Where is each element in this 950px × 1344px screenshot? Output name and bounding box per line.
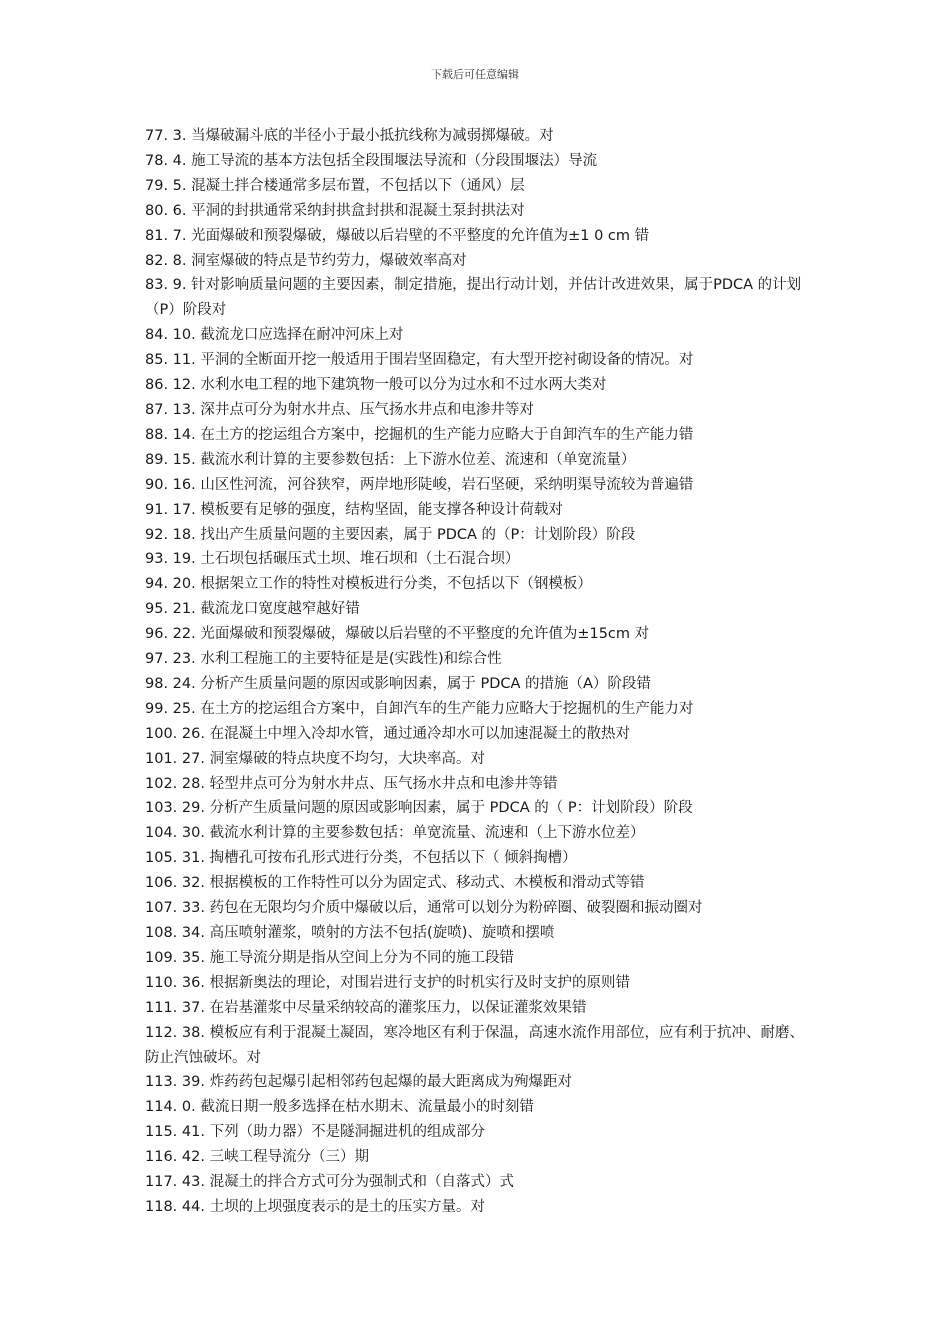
list-item: 103. 29. 分析产生质量问题的原因或影响因素，属于 PDCA 的（ P：计划阶段）阶段 bbox=[145, 800, 693, 817]
list-item: 109. 35. 施工导流分期是指从空间上分为不同的施工段错 bbox=[145, 949, 515, 966]
list-item: 89. 15. 截流水利计算的主要参数包括：上下游水位差、流速和（单宽流量） bbox=[145, 451, 636, 468]
list-item: 92. 18. 找出产生质量问题的主要因素，属于 PDCA 的（P：计划阶段）阶段 bbox=[145, 526, 636, 543]
list-item: 88. 14. 在土方的挖运组合方案中，挖掘机的生产能力应略大于自卸汽车的生产能力错 bbox=[145, 426, 694, 443]
list-item: 86. 12. 水利水电工程的地下建筑物一般可以分为过水和不过水两大类对 bbox=[145, 377, 607, 394]
list-item: 108. 34. 高压喷射灌浆，喷射的方法不包括(旋喷)、旋喷和摆喷 bbox=[145, 925, 555, 941]
list-item: 82. 8. 洞室爆破的特点是节约劳力，爆破效率高对 bbox=[145, 252, 467, 269]
list-item: 115. 41. 下列（助力器）不是隧洞掘进机的组成部分 bbox=[145, 1124, 486, 1141]
list-item: 113. 39. 炸药药包起爆引起相邻药包起爆的最大距离成为殉爆距对 bbox=[145, 1074, 573, 1091]
list-item: 110. 36. 根据新奥法的理论，对围岩进行支护的时机实行及时支护的原则错 bbox=[145, 974, 631, 991]
list-item: 112. 38. 模板应有利于混凝土凝固，寒冷地区有利于保温，高速水流作用部位，应有利于抗冲、耐磨、防止汽蚀破坏。对 bbox=[145, 1024, 805, 1066]
list-item: 91. 17. 模板要有足够的强度，结构坚固，能支撑各种设计荷载对 bbox=[145, 501, 563, 518]
list-item: 96. 22. 光面爆破和预裂爆破，爆破以后岩壁的不平整度的允许值为±15cm 对 bbox=[145, 626, 650, 643]
list-item: 84. 10. 截流龙口应选择在耐冲河床上对 bbox=[145, 327, 404, 344]
list-item: 118. 44. 土坝的上坝强度表示的是土的压实方量。对 bbox=[145, 1198, 486, 1215]
list-item: 79. 5. 混凝土拌合楼通常多层布置，不包括以下（通风）层 bbox=[145, 177, 525, 194]
list-item: 90. 16. 山区性河流，河谷狭窄，两岸地形陡峻，岩石坚硬，采纳明渠导流较为普遍错 bbox=[145, 476, 694, 493]
list-item: 114. 0. 截流日期一般多选择在枯水期末、流量最小的时刻错 bbox=[145, 1099, 534, 1116]
list-item: 102. 28. 轻型井点可分为射水井点、压气扬水井点和电渗井等错 bbox=[145, 775, 558, 792]
list-item: 77. 3. 当爆破漏斗底的半径小于最小抵抗线称为减弱掷爆破。对 bbox=[145, 128, 554, 144]
list-item: 101. 27. 洞室爆破的特点块度不均匀，大块率高。对 bbox=[145, 750, 486, 767]
list-item: 80. 6. 平洞的封拱通常采纳封拱盒封拱和混凝土泵封拱法对 bbox=[145, 202, 525, 219]
list-item: 85. 11. 平洞的全断面开挖一般适用于围岩坚固稳定，有大型开挖衬砌设备的情况。对 bbox=[145, 352, 694, 369]
list-item: 99. 25. 在土方的挖运组合方案中，自卸汽车的生产能力应略大于挖掘机的生产能力对 bbox=[145, 700, 694, 717]
list-item: 81. 7. 光面爆破和预裂爆破，爆破以后岩壁的不平整度的允许值为±1 0 cm 错 bbox=[145, 227, 650, 244]
list-item: 98. 24. 分析产生质量问题的原因或影响因素，属于 PDCA 的措施（A）阶段错 bbox=[145, 675, 651, 692]
list-item: 105. 31. 掏槽孔可按布孔形式进行分类，不包括以下（ 倾斜掏槽） bbox=[145, 850, 577, 867]
list-item: 100. 26. 在混凝土中埋入冷却水管，通过通冷却水可以加速混凝土的散热对 bbox=[145, 725, 631, 742]
page-header: 下载后可任意编辑 bbox=[431, 68, 519, 81]
list-item: 93. 19. 土石坝包括碾压式土坝、堆石坝和（土石混合坝） bbox=[145, 551, 520, 568]
list-item: 95. 21. 截流龙口宽度越窄越好错 bbox=[145, 601, 360, 618]
list-item: 94. 20. 根据架立工作的特性对模板进行分类，不包括以下（钢模板） bbox=[145, 576, 592, 593]
question-list bbox=[145, 124, 807, 1220]
list-item: 117. 43. 混凝土的拌合方式可分为强制式和（自落式）式 bbox=[145, 1174, 515, 1191]
list-item: 104. 30. 截流水利计算的主要参数包括：单宽流量、流速和（上下游水位差） bbox=[145, 825, 645, 842]
list-item: 97. 23. 水利工程施工的主要特征是是(实践性)和综合性 bbox=[145, 651, 502, 668]
list-item: 83. 9. 针对影响质量问题的主要因素，制定措施，提出行动计划，并估计改进效果，属于PDCA 的计划（P）阶段对 bbox=[145, 277, 802, 319]
list-item: 116. 42. 三峡工程导流分（三）期 bbox=[145, 1149, 370, 1166]
list-item: 107. 33. 药包在无限均匀介质中爆破以后，通常可以划分为粉碎圈、破裂圈和振动圈对 bbox=[145, 900, 703, 917]
list-item: 78. 4. 施工导流的基本方法包括全段围堰法导流和（分段围堰法）导流 bbox=[145, 152, 598, 169]
list-item: 106. 32. 根据模板的工作特性可以分为固定式、移动式、木模板和滑动式等错 bbox=[145, 875, 645, 892]
list-item: 111. 37. 在岩基灌浆中尽量采纳较高的灌浆压力，以保证灌浆效果错 bbox=[145, 999, 587, 1016]
list-item: 87. 13. 深井点可分为射水井点、压气扬水井点和电渗井等对 bbox=[145, 401, 534, 418]
